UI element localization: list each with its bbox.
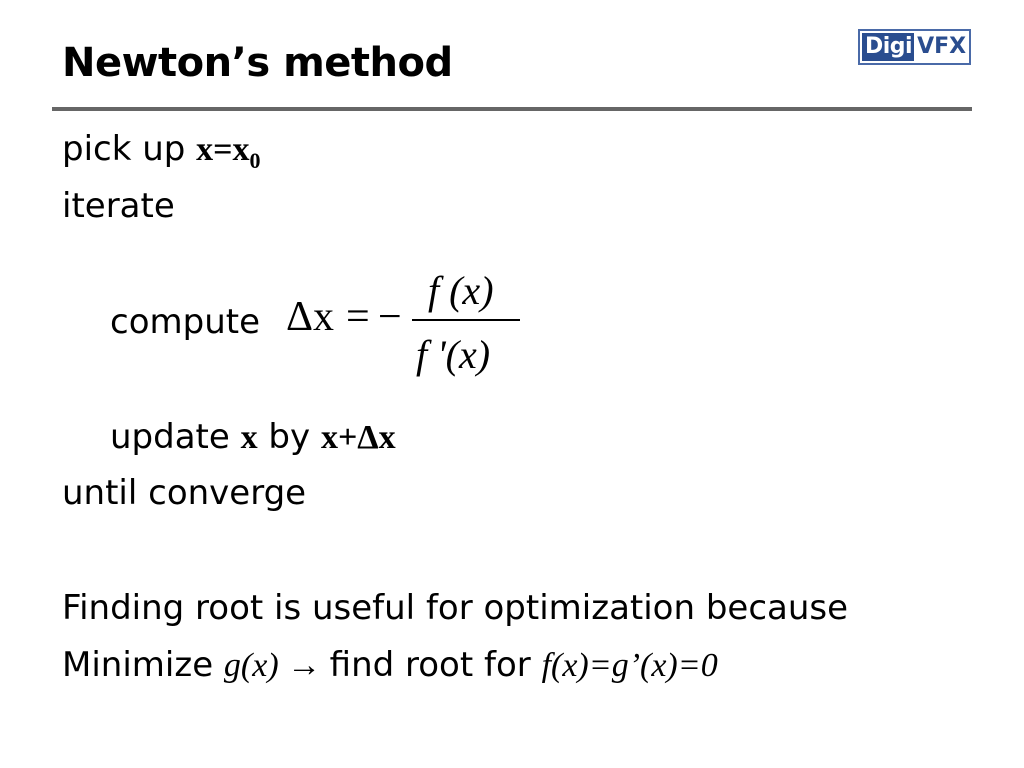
digivfx-logo <box>858 29 971 65</box>
formula-minus: − <box>378 294 402 340</box>
logo-text-digi: Digi <box>862 33 914 61</box>
line-iterate: iterate <box>62 186 175 226</box>
pick-up-label: pick up <box>62 129 197 169</box>
pick-up-var: x <box>196 131 214 168</box>
logo-text <box>862 33 967 61</box>
find-root-expression: f(x)=g’(x)=0 <box>541 647 718 684</box>
formula-numerator: f (x) <box>428 268 494 313</box>
line-minimize <box>62 645 718 685</box>
update-var: x <box>240 419 258 456</box>
arrow-symbol: → <box>278 647 330 684</box>
line-update <box>110 417 396 457</box>
minimize-function: g(x) <box>223 647 279 684</box>
formula-equals: = <box>346 294 370 340</box>
line-finding-root: Finding root is useful for optimization because <box>62 588 849 628</box>
logo-text-vfx: VFX <box>917 34 967 59</box>
pick-up-initial: =x <box>213 131 250 168</box>
find-root-label: find root for <box>329 645 542 685</box>
line-until-converge: until converge <box>62 473 307 513</box>
newton-step-formula <box>284 262 524 382</box>
title-divider <box>52 107 972 111</box>
update-label: update <box>110 417 241 457</box>
update-expression: x+Δx <box>320 419 396 456</box>
formula-lhs: Δx <box>286 294 335 340</box>
minimize-label: Minimize <box>62 645 224 685</box>
pick-up-subscript: 0 <box>249 147 261 173</box>
formula-denominator: f '(x) <box>416 332 491 377</box>
line-compute: compute <box>110 302 260 342</box>
update-by: by <box>257 417 321 457</box>
line-pick-up <box>62 129 261 173</box>
slide-title: Newton’s method <box>62 40 453 86</box>
